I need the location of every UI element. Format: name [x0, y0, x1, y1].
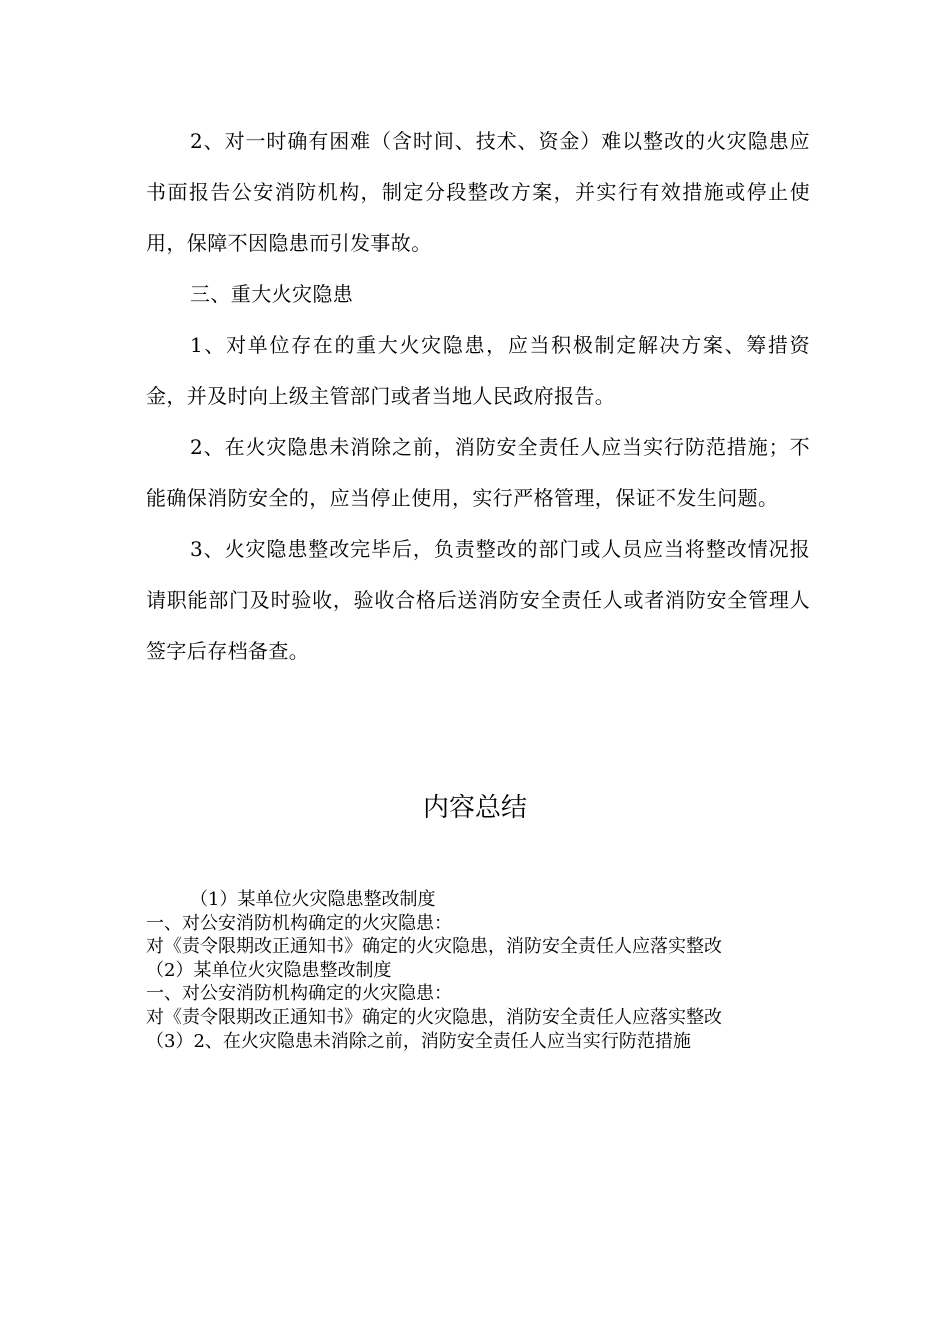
paragraph-preventive-measures: 2、在火灾隐患未消除之前，消防安全责任人应当实行防范措施；不能确保消防安全的，应当停止使用，实行严格管理，保证不发生问题。 — [146, 435, 810, 510]
summary-line: （2）某单位火灾隐患整改制度 — [146, 959, 392, 981]
summary-line: （3）2、在火灾隐患未消除之前，消防安全责任人应当实行防范措施 — [146, 1030, 691, 1052]
summary-section — [146, 888, 810, 1053]
summary-title: 内容总结 — [422, 793, 527, 823]
summary-line: 对《责令限期改正通知书》确定的火灾隐患，消防安全责任人应落实整改 — [146, 1006, 722, 1028]
summary-line: 对《责令限期改正通知书》确定的火灾隐患，消防安全责任人应落实整改 — [146, 936, 722, 958]
summary-line: 一、对公安消防机构确定的火灾隐患： — [146, 912, 452, 934]
paragraph-acceptance-archive: 3、火灾隐患整改完毕后，负责整改的部门或人员应当将整改情况报请职能部门及时验收，验收合格后送消防安全责任人或者消防安全管理人签字后存档备查。 — [146, 537, 810, 663]
section-heading-major-hazards: 三、重大火灾隐患 — [190, 282, 354, 306]
paragraph-major-hazard-plan: 1、对单位存在的重大火灾隐患，应当积极制定解决方案、筹措资金，并及时向上级主管部门或者当地人民政府报告。 — [146, 333, 810, 408]
summary-line: （1）某单位火灾隐患整改制度 — [190, 889, 436, 910]
document-body — [146, 116, 810, 677]
paragraph-rectification-difficulty: 2、对一时确有困难（含时间、技术、资金）难以整改的火灾隐患应书面报告公安消防机构，制定分段整改方案，并实行有效措施或停止使用，保障不因隐患而引发事故。 — [146, 129, 810, 255]
summary-line: 一、对公安消防机构确定的火灾隐患： — [146, 983, 452, 1005]
